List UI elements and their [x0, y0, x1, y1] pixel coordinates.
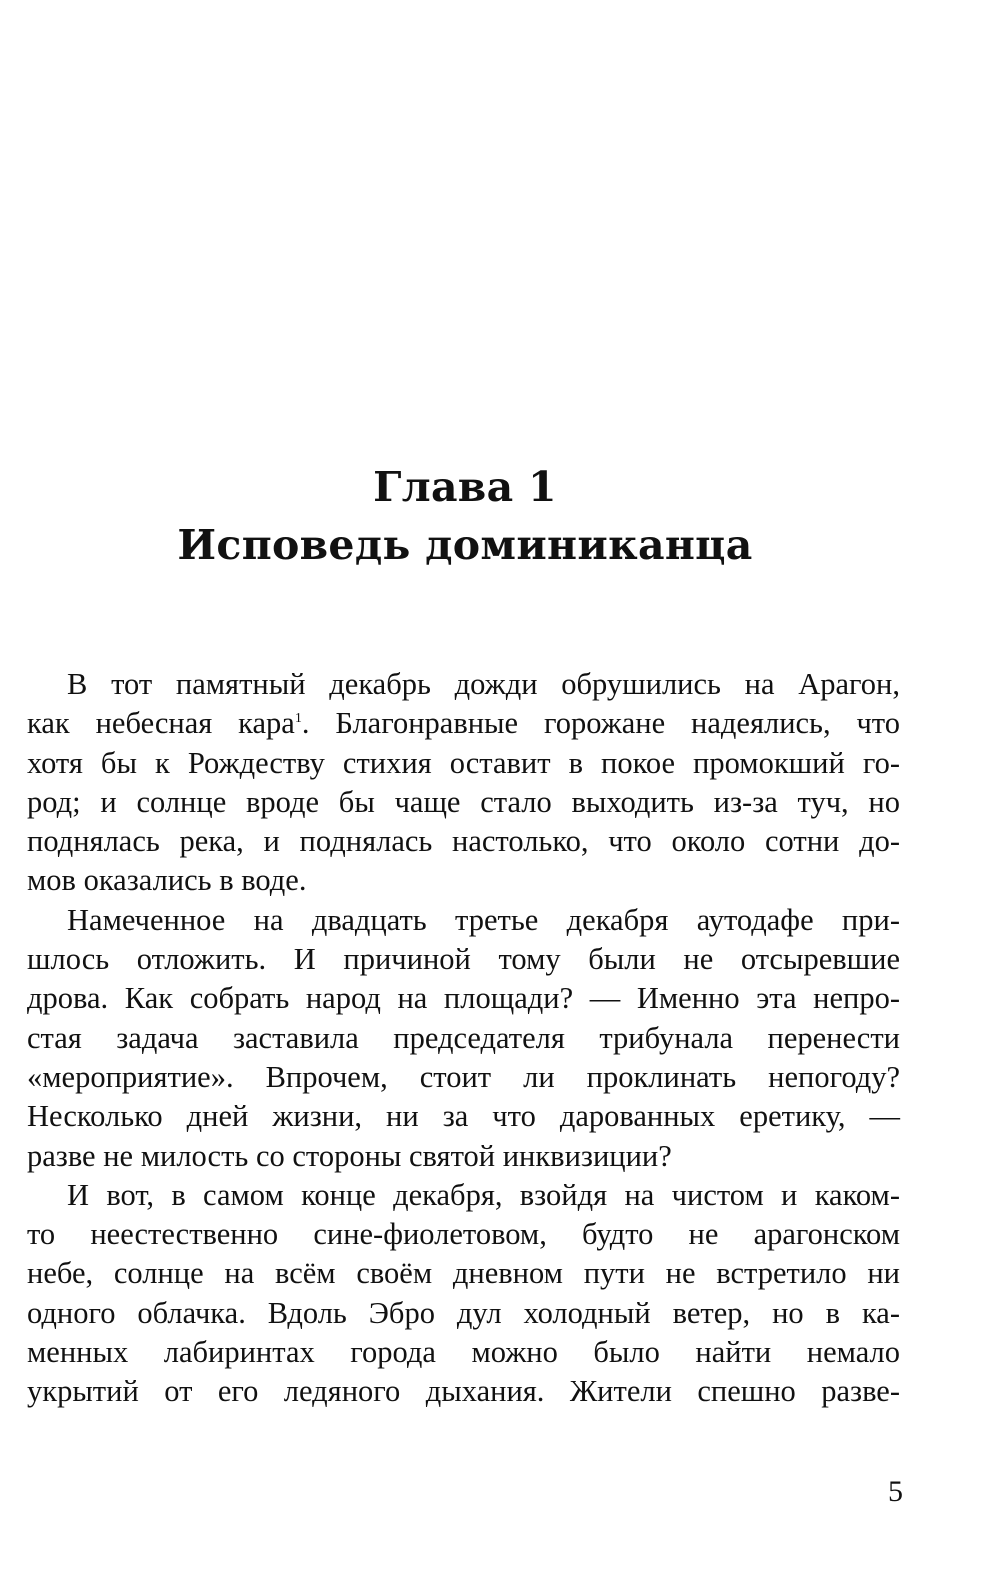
body-text: [27, 665, 900, 1412]
text-line: В тот памятный декабрь дожди обрушились на Арагон,: [67, 667, 900, 701]
text-line: разве не милость со стороны святой инквизиции?: [27, 1138, 672, 1173]
text-line: менных лабиринтах города можно было найти немало: [27, 1335, 900, 1370]
text-line: род; и солнце вроде бы чаще стало выходить из-за туч, но: [27, 784, 900, 819]
text-line: то неестественно сине-фиолетовом, будто не арагонском: [27, 1217, 900, 1252]
text-line: «мероприятие». Впрочем, стоит ли проклинать непогоду?: [27, 1059, 900, 1094]
text-line: поднялась река, и поднялась настолько, что около сотни до-: [27, 824, 900, 859]
text-fragment: . Благонравные горожане надеялись, что: [301, 706, 900, 741]
text-line: Намеченное на двадцать третье декабря аутодафе при-: [67, 902, 900, 937]
text-line: Несколько дней жизни, ни за что дарованных еретику, —: [27, 1099, 900, 1134]
text-line: хотя бы к Рождеству стихия оставит в покое промокший го-: [27, 745, 900, 780]
page-number: 5: [888, 1475, 903, 1508]
text-line: шлось отложить. И причиной тому были не отсыревшие: [27, 942, 900, 977]
text-line: одного облачка. Вдоль Эбро дул холодный ветер, но в ка-: [27, 1295, 900, 1330]
chapter-number: Глава 1: [373, 463, 557, 511]
text-line: мов оказались в воде.: [27, 863, 307, 898]
text-line: И вот, в самом конце декабря, взойдя на чистом и каком-: [67, 1177, 900, 1212]
chapter-heading: [0, 458, 930, 574]
chapter-title: Исповедь доминиканца: [177, 521, 753, 569]
text-line: [27, 704, 900, 743]
text-fragment: как небесная кара: [27, 706, 295, 741]
text-line: стая задача заставила председателя трибунала перенести: [27, 1020, 900, 1055]
text-line: дрова. Как собрать народ на площади? — Именно эта непро-: [27, 981, 900, 1016]
text-line: укрытий от его ледяного дыхания. Жители спешно разве-: [27, 1374, 900, 1409]
text-line: небе, солнце на всём своём дневном пути не встретило ни: [27, 1256, 900, 1291]
footnote-marker[interactable]: 1: [294, 711, 302, 727]
